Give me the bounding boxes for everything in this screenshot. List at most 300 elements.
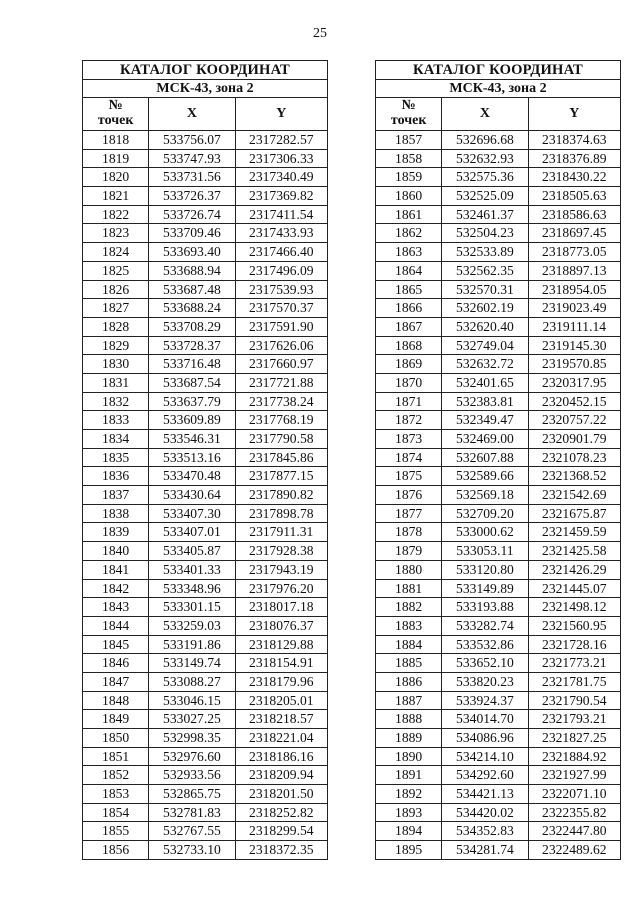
table-row: [376, 841, 621, 860]
table-row: [376, 280, 621, 299]
x-coordinate-cell: 534014.70: [442, 710, 528, 729]
point-number-cell: 1873: [376, 430, 442, 449]
table-row: [83, 280, 328, 299]
point-number-cell: 1878: [376, 523, 442, 542]
point-number-cell: 1858: [376, 149, 442, 168]
table-row: [376, 747, 621, 766]
point-number-cell: 1864: [376, 261, 442, 280]
table-row: [376, 710, 621, 729]
x-coordinate-cell: 533027.25: [149, 710, 235, 729]
point-number-cell: 1825: [83, 261, 149, 280]
point-number-cell: 1895: [376, 841, 442, 860]
table-row: [83, 187, 328, 206]
y-coordinate-cell: 2321425.58: [528, 542, 620, 561]
x-coordinate-cell: 533407.01: [149, 523, 235, 542]
table-row: [83, 486, 328, 505]
table-row: [376, 355, 621, 374]
x-coordinate-cell: 533532.86: [442, 635, 528, 654]
x-coordinate-cell: 532749.04: [442, 336, 528, 355]
x-coordinate-cell: 532349.47: [442, 411, 528, 430]
y-coordinate-cell: 2320317.95: [528, 373, 620, 392]
x-coordinate-cell: 532533.89: [442, 243, 528, 262]
point-number-cell: 1866: [376, 299, 442, 318]
table-row: [376, 205, 621, 224]
table-row: [376, 635, 621, 654]
y-coordinate-cell: 2317591.90: [235, 317, 327, 336]
x-coordinate-cell: 533609.89: [149, 411, 235, 430]
y-coordinate-cell: 2318954.05: [528, 280, 620, 299]
table-row: [83, 131, 328, 150]
x-coordinate-cell: 533405.87: [149, 542, 235, 561]
x-coordinate-cell: 533301.15: [149, 598, 235, 617]
y-coordinate-cell: 2317890.82: [235, 486, 327, 505]
table-row: [376, 411, 621, 430]
point-number-cell: 1851: [83, 747, 149, 766]
point-number-cell: 1865: [376, 280, 442, 299]
y-coordinate-cell: 2317943.19: [235, 560, 327, 579]
column-header-x: X: [442, 98, 528, 131]
table-row: [83, 598, 328, 617]
x-coordinate-cell: 532504.23: [442, 224, 528, 243]
table-row: [83, 205, 328, 224]
x-coordinate-cell: 534420.02: [442, 803, 528, 822]
y-coordinate-cell: 2321560.95: [528, 616, 620, 635]
catalog-subtitle: МСК-43, зона 2: [83, 80, 328, 98]
y-coordinate-cell: 2318209.94: [235, 766, 327, 785]
table-row: [376, 822, 621, 841]
column-header-point-number: [376, 98, 442, 131]
y-coordinate-cell: 2318186.16: [235, 747, 327, 766]
y-coordinate-cell: 2321773.21: [528, 654, 620, 673]
table-row: [376, 467, 621, 486]
y-coordinate-cell: 2318017.18: [235, 598, 327, 617]
table-row: [376, 523, 621, 542]
table-row: [376, 785, 621, 804]
table-row: [376, 168, 621, 187]
y-coordinate-cell: 2322071.10: [528, 785, 620, 804]
y-coordinate-cell: 2321790.54: [528, 691, 620, 710]
point-number-cell: 1890: [376, 747, 442, 766]
point-number-cell: 1879: [376, 542, 442, 561]
point-number-cell: 1869: [376, 355, 442, 374]
y-coordinate-cell: 2317433.93: [235, 224, 327, 243]
x-coordinate-cell: 534214.10: [442, 747, 528, 766]
y-coordinate-cell: 2321498.12: [528, 598, 620, 617]
point-number-cell: 1875: [376, 467, 442, 486]
point-number-cell: 1836: [83, 467, 149, 486]
y-coordinate-cell: 2317877.15: [235, 467, 327, 486]
table-row: [376, 430, 621, 449]
table-row: [376, 373, 621, 392]
x-coordinate-cell: 533259.03: [149, 616, 235, 635]
table-row: [376, 261, 621, 280]
y-coordinate-cell: 2317369.82: [235, 187, 327, 206]
y-coordinate-cell: 2321426.29: [528, 560, 620, 579]
y-coordinate-cell: 2318505.63: [528, 187, 620, 206]
x-coordinate-cell: 532525.09: [442, 187, 528, 206]
x-coordinate-cell: 532998.35: [149, 729, 235, 748]
point-number-cell: 1832: [83, 392, 149, 411]
y-coordinate-cell: 2317570.37: [235, 299, 327, 318]
x-coordinate-cell: 533282.74: [442, 616, 528, 635]
y-coordinate-cell: 2319145.30: [528, 336, 620, 355]
point-number-cell: 1884: [376, 635, 442, 654]
table-row: [376, 803, 621, 822]
point-number-cell: 1835: [83, 448, 149, 467]
y-coordinate-cell: 2318697.45: [528, 224, 620, 243]
table-row: [83, 149, 328, 168]
x-coordinate-cell: 532569.18: [442, 486, 528, 505]
x-coordinate-cell: 533407.30: [149, 504, 235, 523]
table-row: [376, 579, 621, 598]
x-coordinate-cell: 533726.37: [149, 187, 235, 206]
table-row: [83, 841, 328, 860]
table-row: [376, 654, 621, 673]
table-row: [83, 691, 328, 710]
x-coordinate-cell: 532767.55: [149, 822, 235, 841]
y-coordinate-cell: 2320757.22: [528, 411, 620, 430]
x-coordinate-cell: 534086.96: [442, 729, 528, 748]
y-coordinate-cell: 2321445.07: [528, 579, 620, 598]
point-number-cell: 1860: [376, 187, 442, 206]
table-row: [376, 691, 621, 710]
x-coordinate-cell: 533756.07: [149, 131, 235, 150]
x-coordinate-cell: 532733.10: [149, 841, 235, 860]
x-coordinate-cell: 533430.64: [149, 486, 235, 505]
x-coordinate-cell: 533546.31: [149, 430, 235, 449]
table-row: [83, 672, 328, 691]
x-coordinate-cell: 532575.36: [442, 168, 528, 187]
table-row: [83, 710, 328, 729]
x-coordinate-cell: 533088.27: [149, 672, 235, 691]
table-row: [83, 430, 328, 449]
point-number-cell: 1822: [83, 205, 149, 224]
table-row: [83, 803, 328, 822]
x-coordinate-cell: 534352.83: [442, 822, 528, 841]
x-coordinate-cell: 533820.23: [442, 672, 528, 691]
y-coordinate-cell: 2321884.92: [528, 747, 620, 766]
y-coordinate-cell: 2317466.40: [235, 243, 327, 262]
table-row: [376, 672, 621, 691]
table-row: [83, 355, 328, 374]
table-row: [376, 224, 621, 243]
table-row: [83, 504, 328, 523]
y-coordinate-cell: 2321675.87: [528, 504, 620, 523]
point-number-cell: 1853: [83, 785, 149, 804]
table-row: [83, 616, 328, 635]
y-coordinate-cell: 2317790.58: [235, 430, 327, 449]
table-row: [376, 299, 621, 318]
table-row: [376, 486, 621, 505]
column-header-num-symbol: №: [108, 98, 123, 114]
point-number-cell: 1888: [376, 710, 442, 729]
point-number-cell: 1863: [376, 243, 442, 262]
table-row: [376, 317, 621, 336]
point-number-cell: 1827: [83, 299, 149, 318]
y-coordinate-cell: 2317721.88: [235, 373, 327, 392]
point-number-cell: 1826: [83, 280, 149, 299]
x-coordinate-cell: 533401.33: [149, 560, 235, 579]
x-coordinate-cell: 533716.48: [149, 355, 235, 374]
table-row: [376, 504, 621, 523]
point-number-cell: 1856: [83, 841, 149, 860]
x-coordinate-cell: 533149.74: [149, 654, 235, 673]
y-coordinate-cell: 2318179.96: [235, 672, 327, 691]
y-coordinate-cell: 2317928.38: [235, 542, 327, 561]
x-coordinate-cell: 534421.13: [442, 785, 528, 804]
point-number-cell: 1894: [376, 822, 442, 841]
x-coordinate-cell: 532781.83: [149, 803, 235, 822]
table-row: [83, 654, 328, 673]
point-number-cell: 1842: [83, 579, 149, 598]
y-coordinate-cell: 2318129.88: [235, 635, 327, 654]
point-number-cell: 1862: [376, 224, 442, 243]
table-row: [83, 392, 328, 411]
point-number-cell: 1837: [83, 486, 149, 505]
point-number-cell: 1843: [83, 598, 149, 617]
y-coordinate-cell: 2322355.82: [528, 803, 620, 822]
y-coordinate-cell: 2322447.80: [528, 822, 620, 841]
y-coordinate-cell: 2322489.62: [528, 841, 620, 860]
y-coordinate-cell: 2318372.35: [235, 841, 327, 860]
y-coordinate-cell: 2319111.14: [528, 317, 620, 336]
x-coordinate-cell: 533924.37: [442, 691, 528, 710]
y-coordinate-cell: 2318299.54: [235, 822, 327, 841]
x-coordinate-cell: 534292.60: [442, 766, 528, 785]
x-coordinate-cell: 532589.66: [442, 467, 528, 486]
y-coordinate-cell: 2317768.19: [235, 411, 327, 430]
point-number-cell: 1839: [83, 523, 149, 542]
column-header-points-label: точек: [390, 113, 427, 128]
x-coordinate-cell: 533688.94: [149, 261, 235, 280]
table-row: [376, 766, 621, 785]
table-row: [83, 168, 328, 187]
point-number-cell: 1892: [376, 785, 442, 804]
point-number-cell: 1844: [83, 616, 149, 635]
catalog-subtitle: МСК-43, зона 2: [376, 80, 621, 98]
point-number-cell: 1861: [376, 205, 442, 224]
table-row: [83, 299, 328, 318]
point-number-cell: 1889: [376, 729, 442, 748]
y-coordinate-cell: 2318586.63: [528, 205, 620, 224]
y-coordinate-cell: 2317340.49: [235, 168, 327, 187]
y-coordinate-cell: 2318374.63: [528, 131, 620, 150]
point-number-cell: 1880: [376, 560, 442, 579]
table-row: [376, 598, 621, 617]
x-coordinate-cell: 532602.19: [442, 299, 528, 318]
y-coordinate-cell: 2318201.50: [235, 785, 327, 804]
y-coordinate-cell: 2317539.93: [235, 280, 327, 299]
x-coordinate-cell: 533688.24: [149, 299, 235, 318]
column-header-y: Y: [235, 98, 327, 131]
table-row: [83, 243, 328, 262]
point-number-cell: 1831: [83, 373, 149, 392]
y-coordinate-cell: 2317411.54: [235, 205, 327, 224]
point-number-cell: 1852: [83, 766, 149, 785]
y-coordinate-cell: 2318430.22: [528, 168, 620, 187]
y-coordinate-cell: 2321368.52: [528, 467, 620, 486]
y-coordinate-cell: 2318205.01: [235, 691, 327, 710]
point-number-cell: 1819: [83, 149, 149, 168]
table-row: [83, 579, 328, 598]
point-number-cell: 1893: [376, 803, 442, 822]
table-row: [83, 317, 328, 336]
x-coordinate-cell: 533652.10: [442, 654, 528, 673]
column-header-x: X: [149, 98, 235, 131]
x-coordinate-cell: 533709.46: [149, 224, 235, 243]
x-coordinate-cell: 533000.62: [442, 523, 528, 542]
x-coordinate-cell: 533637.79: [149, 392, 235, 411]
table-row: [376, 336, 621, 355]
point-number-cell: 1886: [376, 672, 442, 691]
x-coordinate-cell: 532469.00: [442, 430, 528, 449]
y-coordinate-cell: 2317976.20: [235, 579, 327, 598]
point-number-cell: 1838: [83, 504, 149, 523]
x-coordinate-cell: 533046.15: [149, 691, 235, 710]
point-number-cell: 1818: [83, 131, 149, 150]
table-row: [376, 243, 621, 262]
x-coordinate-cell: 532696.68: [442, 131, 528, 150]
page-number: 25: [313, 26, 327, 41]
x-coordinate-cell: 532401.65: [442, 373, 528, 392]
table-row: [83, 373, 328, 392]
table-row: [83, 560, 328, 579]
y-coordinate-cell: 2321827.25: [528, 729, 620, 748]
x-coordinate-cell: 532383.81: [442, 392, 528, 411]
x-coordinate-cell: 532607.88: [442, 448, 528, 467]
x-coordinate-cell: 533193.88: [442, 598, 528, 617]
point-number-cell: 1854: [83, 803, 149, 822]
point-number-cell: 1846: [83, 654, 149, 673]
y-coordinate-cell: 2318773.05: [528, 243, 620, 262]
catalog-title: КАТАЛОГ КООРДИНАТ: [83, 61, 328, 80]
table-row: [83, 766, 328, 785]
table-row: [83, 729, 328, 748]
x-coordinate-cell: 532632.93: [442, 149, 528, 168]
coordinate-catalog-table-right: [375, 60, 621, 860]
y-coordinate-cell: 2321078.23: [528, 448, 620, 467]
column-header-point-number: [83, 98, 149, 131]
point-number-cell: 1870: [376, 373, 442, 392]
y-coordinate-cell: 2318376.89: [528, 149, 620, 168]
point-number-cell: 1867: [376, 317, 442, 336]
table-row: [376, 392, 621, 411]
point-number-cell: 1847: [83, 672, 149, 691]
y-coordinate-cell: 2317911.31: [235, 523, 327, 542]
column-header-num-symbol: №: [401, 98, 416, 114]
table-row: [376, 149, 621, 168]
x-coordinate-cell: 533348.96: [149, 579, 235, 598]
point-number-cell: 1881: [376, 579, 442, 598]
x-coordinate-cell: 533149.89: [442, 579, 528, 598]
table-row: [83, 336, 328, 355]
point-number-cell: 1823: [83, 224, 149, 243]
y-coordinate-cell: 2317306.33: [235, 149, 327, 168]
y-coordinate-cell: 2321927.99: [528, 766, 620, 785]
x-coordinate-cell: 532709.20: [442, 504, 528, 523]
y-coordinate-cell: 2317660.97: [235, 355, 327, 374]
point-number-cell: 1876: [376, 486, 442, 505]
x-coordinate-cell: 533731.56: [149, 168, 235, 187]
x-coordinate-cell: 534281.74: [442, 841, 528, 860]
y-coordinate-cell: 2319570.85: [528, 355, 620, 374]
point-number-cell: 1834: [83, 430, 149, 449]
point-number-cell: 1874: [376, 448, 442, 467]
x-coordinate-cell: 533053.11: [442, 542, 528, 561]
point-number-cell: 1882: [376, 598, 442, 617]
point-number-cell: 1850: [83, 729, 149, 748]
table-row: [83, 635, 328, 654]
table-row: [83, 261, 328, 280]
x-coordinate-cell: 532865.75: [149, 785, 235, 804]
x-coordinate-cell: 533747.93: [149, 149, 235, 168]
table-row: [376, 729, 621, 748]
table-row: [83, 822, 328, 841]
point-number-cell: 1872: [376, 411, 442, 430]
table-row: [83, 224, 328, 243]
point-number-cell: 1833: [83, 411, 149, 430]
table-row: [376, 131, 621, 150]
y-coordinate-cell: 2318221.04: [235, 729, 327, 748]
y-coordinate-cell: 2317626.06: [235, 336, 327, 355]
x-coordinate-cell: 533513.16: [149, 448, 235, 467]
table-row: [376, 542, 621, 561]
point-number-cell: 1821: [83, 187, 149, 206]
x-coordinate-cell: 532562.35: [442, 261, 528, 280]
table-row: [83, 523, 328, 542]
y-coordinate-cell: 2319023.49: [528, 299, 620, 318]
y-coordinate-cell: 2320901.79: [528, 430, 620, 449]
table-row: [83, 467, 328, 486]
y-coordinate-cell: 2321459.59: [528, 523, 620, 542]
point-number-cell: 1871: [376, 392, 442, 411]
x-coordinate-cell: 532976.60: [149, 747, 235, 766]
y-coordinate-cell: 2318076.37: [235, 616, 327, 635]
y-coordinate-cell: 2317898.78: [235, 504, 327, 523]
x-coordinate-cell: 533708.29: [149, 317, 235, 336]
point-number-cell: 1820: [83, 168, 149, 187]
y-coordinate-cell: 2321542.69: [528, 486, 620, 505]
column-header-y: Y: [528, 98, 620, 131]
table-row: [83, 785, 328, 804]
column-header-points-label: точек: [97, 113, 134, 128]
point-number-cell: 1849: [83, 710, 149, 729]
x-coordinate-cell: 532570.31: [442, 280, 528, 299]
x-coordinate-cell: 532632.72: [442, 355, 528, 374]
y-coordinate-cell: 2321781.75: [528, 672, 620, 691]
point-number-cell: 1857: [376, 131, 442, 150]
point-number-cell: 1877: [376, 504, 442, 523]
y-coordinate-cell: 2317738.24: [235, 392, 327, 411]
point-number-cell: 1885: [376, 654, 442, 673]
catalog-title: КАТАЛОГ КООРДИНАТ: [376, 61, 621, 80]
point-number-cell: 1868: [376, 336, 442, 355]
x-coordinate-cell: 532461.37: [442, 205, 528, 224]
table-row: [83, 542, 328, 561]
point-number-cell: 1830: [83, 355, 149, 374]
x-coordinate-cell: 533687.54: [149, 373, 235, 392]
point-number-cell: 1824: [83, 243, 149, 262]
y-coordinate-cell: 2317282.57: [235, 131, 327, 150]
point-number-cell: 1855: [83, 822, 149, 841]
point-number-cell: 1848: [83, 691, 149, 710]
table-row: [376, 560, 621, 579]
y-coordinate-cell: 2317845.86: [235, 448, 327, 467]
point-number-cell: 1841: [83, 560, 149, 579]
x-coordinate-cell: 533120.80: [442, 560, 528, 579]
y-coordinate-cell: 2317496.09: [235, 261, 327, 280]
table-row: [83, 411, 328, 430]
